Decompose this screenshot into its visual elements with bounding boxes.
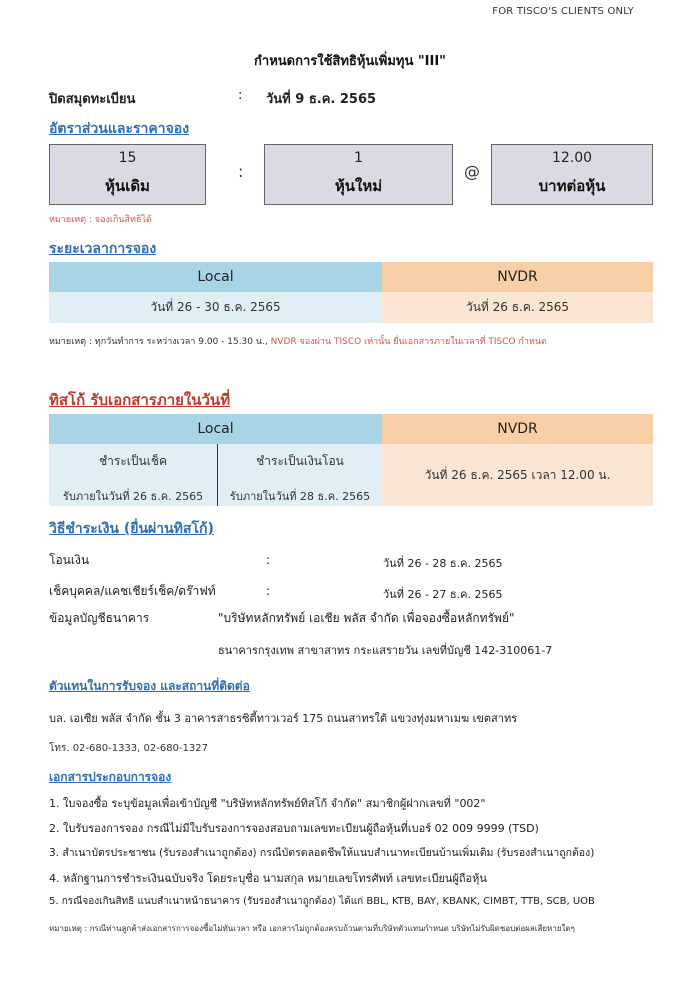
period-nvdr-date: วันที่ 26 ธ.ค. 2565	[382, 292, 653, 323]
payment-account-detail: ธนาคารกรุงเทพ สาขาสาทร กระแสรายวัน เลขที่บัญชี 142-310061-7	[218, 644, 553, 657]
old-shares-value: 15	[118, 150, 137, 166]
docs-local-header: Local	[49, 414, 382, 444]
period-nvdr-header: NVDR	[382, 262, 653, 292]
document-item-1: 1. ใบจองซื้อ ระบุข้อมูลเพื่อเข้าบัญชี "บริษัทหลักทรัพย์ทิสโก้ จำกัด" สมาชิกผู้ฝากเลขที่ "002"	[49, 797, 486, 810]
docs-nvdr-header: NVDR	[382, 414, 653, 444]
payment-bank-label: ข้อมูลบัญชีธนาคาร	[49, 611, 150, 625]
payment-cheque-colon: :	[266, 584, 271, 598]
price-box	[491, 144, 653, 205]
docs-cheque-label: ชำระเป็นเช็ค	[99, 454, 167, 468]
payment-cheque-date: วันที่ 26 - 27 ธ.ค. 2565	[383, 588, 503, 601]
docs-transfer-date: รับภายในวันที่ 28 ธ.ค. 2565	[229, 490, 371, 503]
new-shares-box	[264, 144, 453, 205]
clients-only-label: FOR TISCO'S CLIENTS ONLY	[492, 6, 634, 17]
payment-cheque-label: เช็คบุคคล/แคชเชียร์เช็ค/ดร๊าฟท์	[49, 584, 216, 598]
period-local-header: Local	[49, 262, 382, 292]
document-item-2: 2. ใบรับรองการจอง กรณีไม่มีใบรับรองการจองสอบถามเลขทะเบียนผู้ถือหุ้นที่เบอร์ 02 009 9999 (TSD)	[49, 822, 539, 835]
period-note-prefix: หมายเหตุ : ทุกวันทำการ ระหว่างเวลา 9.00 - 15.30 น.,	[49, 337, 268, 347]
payment-account-name: "บริษัทหลักทรัพย์ เอเชีย พลัส จำกัด เพื่อจองซื้อหลักทรัพย์"	[218, 611, 515, 625]
period-local-date: วันที่ 26 - 30 ธ.ค. 2565	[49, 292, 382, 323]
docs-nvdr-date: วันที่ 26 ธ.ค. 2565 เวลา 12.00 น.	[382, 444, 653, 506]
new-shares-label: หุ้นใหม่	[334, 177, 383, 195]
payment-heading: วิธีชำระเงิน (ยื่นผ่านทิสโก้)	[49, 521, 214, 537]
docs-transfer-cell	[218, 444, 382, 506]
documents-footnote: หมายเหตุ : กรณีท่านลูกค้าส่งเอกสารการจองซื้อไม่ทันเวลา หรือ เอกสารไม่ถูกต้องครบถ้วนตามที่บริษัทตัวแทนกำหนด บริษัทไม่รับผิดชอบต่อผลเสียหายใดๆ	[49, 924, 575, 933]
period-note	[49, 334, 547, 348]
book-closing-date: วันที่ 9 ธ.ค. 2565	[266, 92, 377, 107]
old-shares-box	[49, 144, 206, 205]
document-item-3: 3. สำเนาบัตรประชาชน (รับรองสำเนาถูกต้อง) กรณีบัตรตลอดชีพให้แนบสำเนาทะเบียนบ้านเพิ่มเติม (รับรองสำเนาถูกต้อง)	[49, 847, 595, 859]
agent-address: บล. เอเซีย พลัส จำกัด ชั้น 3 อาคารสาธรซิตี้ทาวเวอร์ 175 ถนนสาทรใต้ แขวงทุ่งมหาเมฆ เขตสาทร	[49, 712, 518, 725]
book-closing-label: ปิดสมุดทะเบียน	[49, 92, 136, 107]
book-closing-colon: :	[238, 88, 243, 103]
price-label: บาทต่อหุ้น	[538, 177, 606, 195]
payment-transfer-label: โอนเงิน	[49, 553, 90, 567]
ratio-separator: :	[238, 162, 244, 181]
payment-transfer-date: วันที่ 26 - 28 ธ.ค. 2565	[383, 557, 503, 570]
old-shares-label: หุ้นเดิม	[105, 177, 150, 195]
payment-transfer-colon: :	[266, 553, 271, 567]
docs-cheque-date: รับภายในวันที่ 26 ธ.ค. 2565	[62, 490, 204, 503]
period-note-nvdr: NVDR จองผ่าน TISCO เท่านั้น ยื่นเอกสารภายในเวลาที่ TISCO กำหนด	[267, 337, 547, 347]
at-symbol: @	[464, 162, 480, 181]
period-heading: ระยะเวลาการจอง	[49, 241, 157, 257]
document-item-5: 5. กรณีจองเกินสิทธิ แนบสำเนาหน้าธนาคาร (รับรองสำเนาถูกต้อง) ได้แก่ BBL, KTB, BAY, KBANK, CIMBT, TTB, SCB, UOB	[49, 896, 595, 907]
docs-received-heading: ทิสโก้ รับเอกสารภายในวันที่	[49, 391, 231, 409]
docs-cheque-cell	[49, 444, 218, 506]
new-shares-value: 1	[354, 150, 363, 166]
docs-transfer-label: ชำระเป็นเงินโอน	[256, 454, 344, 468]
price-value: 12.00	[551, 150, 593, 166]
documents-heading: เอกสารประกอบการจอง	[49, 770, 172, 784]
agent-phone: โทร. 02-680-1333, 02-680-1327	[49, 743, 209, 754]
page-title: กำหนดการใช้สิทธิหุ้นเพิ่มทุน "III"	[254, 54, 446, 69]
document-item-4: 4. หลักฐานการชำระเงินฉบับจริง โดยระบุชื่อ นามสกุล หมายเลขโทรศัพท์ เลขทะเบียนผู้ถือหุ้น	[49, 872, 487, 885]
ratio-note: หมายเหตุ : จองเกินสิทธิได้	[49, 215, 152, 225]
ratio-heading: อัตราส่วนและราคาจอง	[49, 121, 190, 137]
agent-heading: ตัวแทนในการรับจอง และสถานที่ติดต่อ	[49, 679, 250, 693]
